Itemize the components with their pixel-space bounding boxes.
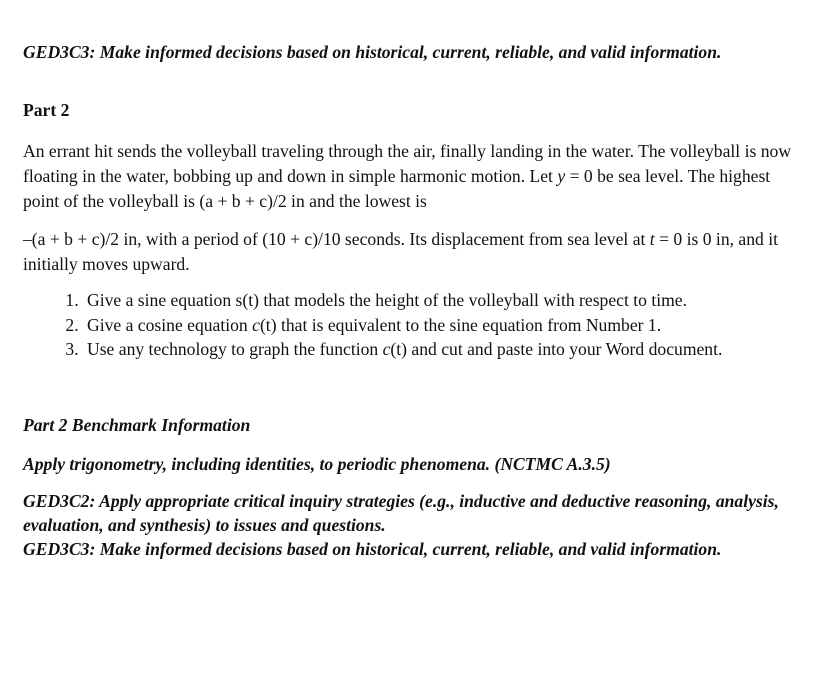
task-item-3 (83, 337, 806, 362)
task-2-tail: (t) that is equivalent to the sine equation from Number 1. (259, 314, 662, 335)
benchmark-line-1: Apply trigonometry, including identities, to periodic phenomena. (NCTMC A.3.5) (23, 453, 611, 474)
task-3-tail: (t) and cut and paste into your Word document. (390, 339, 723, 359)
task-3-var: c (382, 339, 391, 359)
task-item-2 (83, 313, 806, 338)
problem-paragraph-2 (23, 227, 806, 277)
part-title: Part 2 (23, 100, 70, 120)
problem-text-1: An errant hit sends the volleyball traveling through the air, finally landing in the water. The volleyball is now floating in the water, bobbing up and down in simple harmonic motion. Let (23, 141, 792, 186)
benchmark-line-3: GED3C3: Make informed decisions based on historical, current, reliable, and valid information. (23, 538, 722, 559)
task-3-text: Use any technology to graph the function (87, 339, 383, 359)
problem-paragraph-1 (23, 139, 806, 214)
variable-t: t (649, 229, 655, 249)
task-2-text: Give a cosine equation (87, 314, 253, 335)
task-item-1 (83, 288, 806, 313)
problem-text-1-tail: = 0 be sea level. The highest point of the volleyball is (a + b + c)/2 in and the lowest is (23, 166, 771, 211)
task-1-text: Give a sine equation s(t) that models the height of the volleyball with respect to time. (87, 290, 687, 310)
task-2-var: c (252, 314, 260, 335)
problem-text-2-tail: = 0 is 0 in, and it initially moves upward. (23, 229, 778, 274)
benchmark-title: Part 2 Benchmark Information (23, 414, 251, 435)
benchmark-line-2: GED3C2: Apply appropriate critical inquiry strategies (e.g., inductive and deductive reasoning, analysis, evaluation, and synthesis) to issues and questions. (23, 490, 779, 535)
problem-text-2: –(a + b + c)/2 in, with a period of (10 + c)/10 seconds. Its displacement from sea level at (23, 229, 650, 249)
header-standard: GED3C3: Make informed decisions based on historical, current, reliable, and valid information. (23, 42, 722, 62)
task-list (23, 288, 806, 362)
variable-y: y (557, 166, 566, 186)
